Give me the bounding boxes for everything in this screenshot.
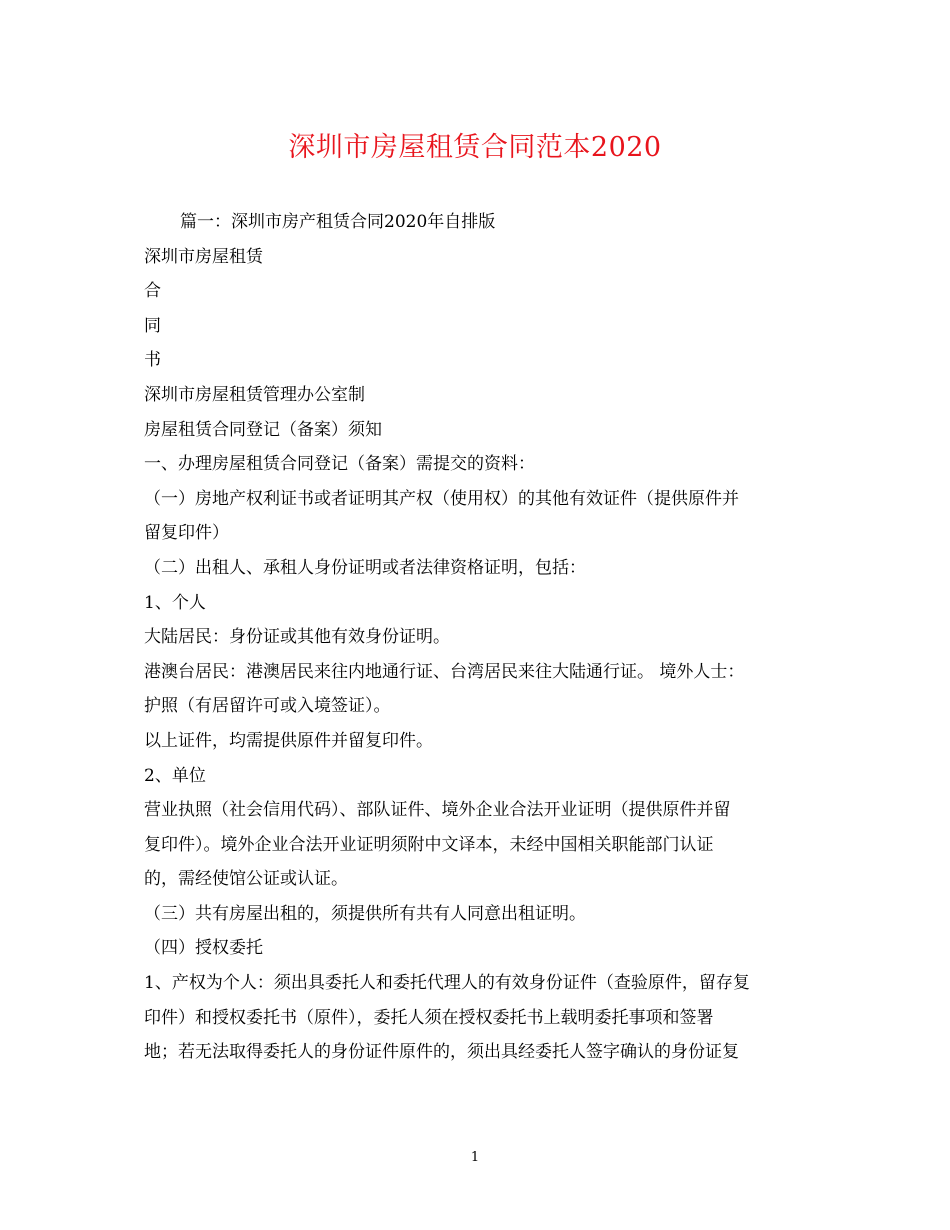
body-line: 以上证件，均需提供原件并留复印件。: [144, 730, 433, 751]
body-line: 港澳台居民：港澳居民来往内地通行证、台湾居民来往大陆通行证。 境外人士：: [144, 661, 745, 682]
body-line: 篇一：深圳市房产租赁合同2020年自排版: [180, 212, 496, 232]
body-line: 一、办理房屋租赁合同登记（备案）需提交的资料：: [144, 454, 535, 475]
body-line: 复印件）。境外企业合法开业证明须附中文译本，未经中国相关职能部门认证: [144, 834, 714, 855]
body-line: （四）授权委托: [144, 938, 263, 959]
body-line: （一）房地产权利证书或者证明其产权（使用权）的其他有效证件（提供原件并: [144, 488, 739, 509]
body-line: 书: [144, 350, 161, 371]
body-line: （二）出租人、承租人身份证明或者法律资格证明，包括：: [144, 557, 586, 578]
body-line: 大陆居民：身份证或其他有效身份证明。: [144, 627, 450, 648]
body-line: 同: [144, 315, 161, 336]
page-number: 1: [470, 1150, 480, 1165]
body-line: 1、个人: [144, 592, 206, 613]
body-line: 合: [144, 281, 161, 302]
body-line: 1、产权为个人：须出具委托人和委托代理人的有效身份证件（查验原件，留存复: [144, 973, 750, 994]
body-line: 的，需经使馆公证或认证。: [144, 869, 348, 890]
body-line: 护照（有居留许可或入境签证）。: [144, 696, 391, 717]
body-line: （三）共有房屋出租的，须提供所有共有人同意出租证明。: [144, 903, 586, 924]
body-line: 房屋租赁合同登记（备案）须知: [144, 419, 382, 440]
body-line: 营业执照（社会信用代码）、部队证件、境外企业合法开业证明（提供原件并留: [144, 800, 731, 821]
body-line: 地；若无法取得委托人的身份证件原件的，须出具经委托人签字确认的身份证复: [144, 1042, 739, 1063]
document-title: 深圳市房屋租赁合同范本2020: [288, 132, 662, 163]
body-line: 印件）和授权委托书（原件），委托人须在授权委托书上载明委托事项和签署: [144, 1007, 714, 1028]
body-line: 留复印件）: [144, 523, 229, 544]
body-line: 2、单位: [144, 765, 206, 786]
body-line: 深圳市房屋租赁: [144, 246, 263, 267]
body-line: 深圳市房屋租赁管理办公室制: [144, 384, 365, 405]
document-body: [144, 205, 809, 1070]
